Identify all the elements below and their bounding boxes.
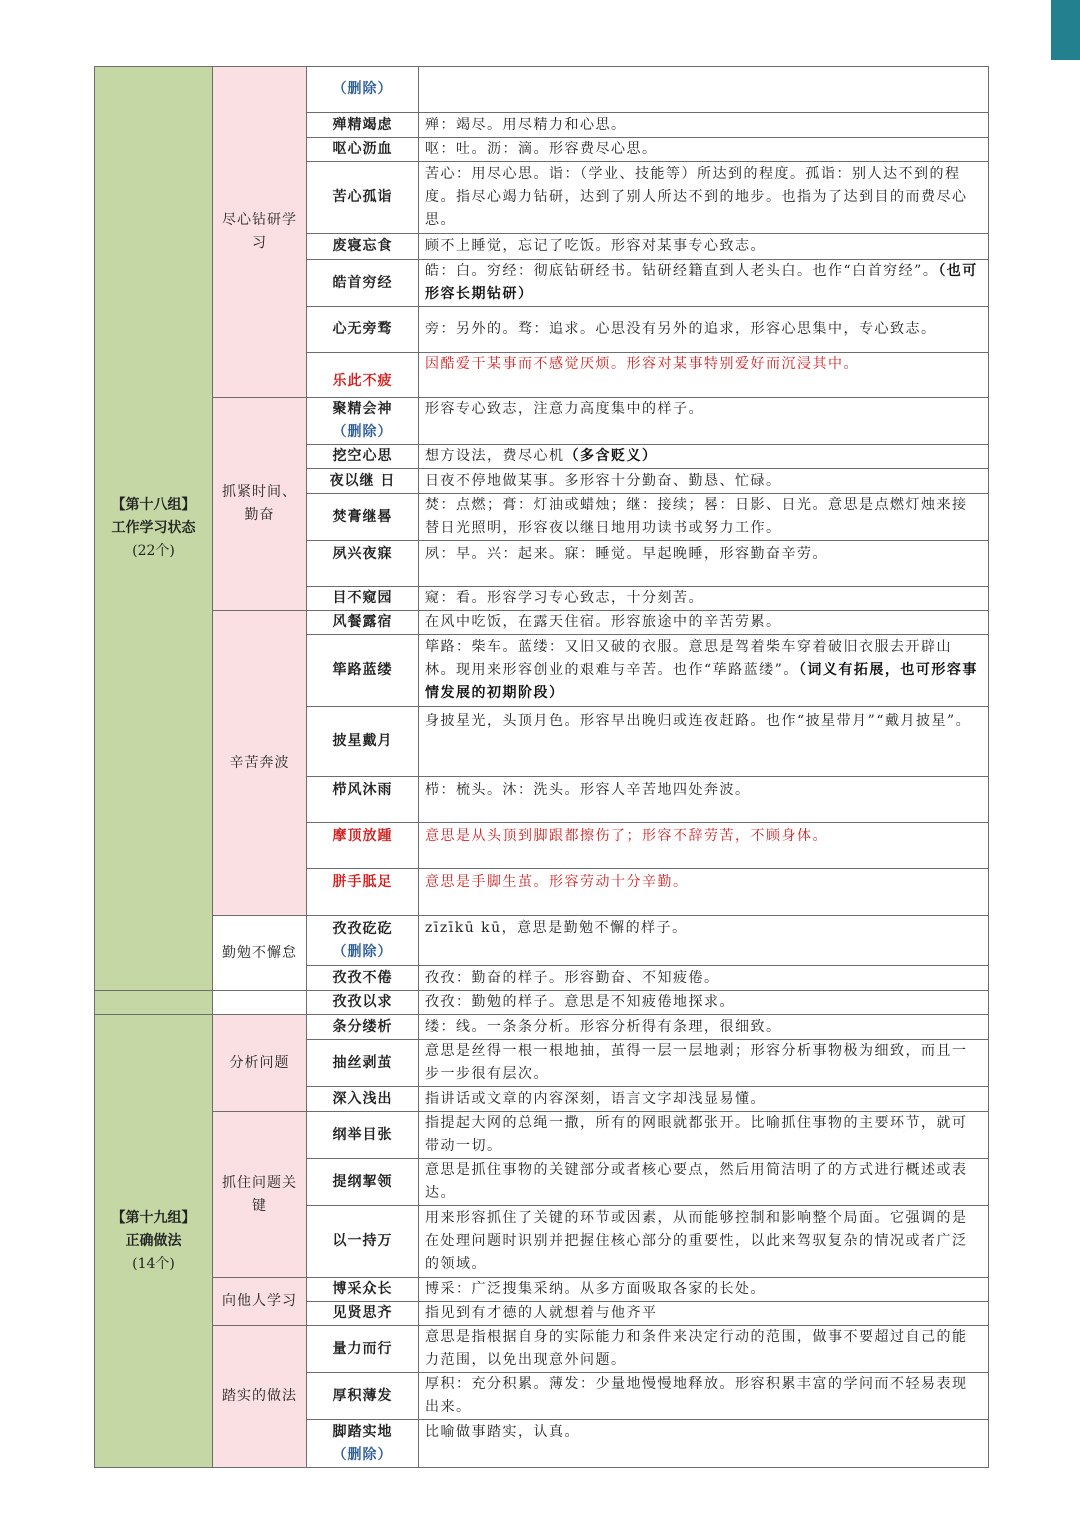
- idiom-name: 脚踏实地: [332, 1423, 393, 1440]
- category-cell: 抓住问题关键: [213, 1112, 307, 1278]
- category-cell: 向他人学习: [213, 1278, 307, 1326]
- idiom-cell: 风餐露宿: [307, 611, 419, 635]
- group-count: (22个): [132, 543, 175, 559]
- idiom-cell: 纲举目张: [307, 1112, 419, 1159]
- definition-cell: 苦心：用尽心思。诣：（学业、技能等）所达到的程度。孤诣：别人达不到的程度。指尽心竭力钻研，达到了别人所达不到的地步。也指为了达到目的而费尽心思。: [419, 162, 989, 234]
- definition-cell: 孜孜：勤奋的样子。形容勤奋、不知疲倦。: [419, 966, 989, 991]
- definition-cell: 孜孜：勤勉的样子。意思是不知疲倦地探求。: [419, 991, 989, 1015]
- idiom-cell: 条分缕析: [307, 1015, 419, 1040]
- definition-emphasis: （也可形容长期钻研）: [425, 263, 978, 302]
- category-cell: 尽心钻研学习: [213, 67, 307, 398]
- category-cell-empty: [213, 991, 307, 1015]
- definition-emphasis: （多含贬义）: [564, 448, 658, 464]
- definition-cell: 因酷爱干某事而不感觉厌烦。形容对某事特别爱好而沉浸其中。: [419, 353, 989, 398]
- delete-note: （删除）: [332, 1446, 393, 1463]
- definition-cell: 厚积：充分积累。薄发：少量地慢慢地释放。形容积累丰富的学问而不轻易表现出来。: [419, 1373, 989, 1420]
- definition-cell: 日夜不停地做某事。多形容十分勤奋、勤恳、忙碌。: [419, 469, 989, 494]
- idiom-cell: 量力而行: [307, 1326, 419, 1373]
- definition-cell: 指提起大网的总绳一撒，所有的网眼就都张开。比喻抓住事物的主要环节，就可带动一切。: [419, 1112, 989, 1159]
- idiom-cell: [307, 916, 419, 966]
- definition-cell: 窥：看。形容学习专心致志，十分刻苦。: [419, 587, 989, 611]
- category-cell: 分析问题: [213, 1015, 307, 1112]
- group-18-cell: [95, 67, 213, 991]
- idiom-cell: 筚路蓝缕: [307, 635, 419, 707]
- group-title: 正确做法: [125, 1232, 182, 1249]
- definition-cell: 意思是丝得一根一根地抽，茧得一层一层地剥；形容分析事物极为细致，而且一步一步很有层次。: [419, 1040, 989, 1087]
- definition-cell: 焚：点燃；膏：灯油或蜡烛；继：接续；晷：日影、日光。意思是点燃灯烛来接替日光照明，形容夜以继日地用功读书或努力工作。: [419, 494, 989, 541]
- idiom-cell: 心无旁骛: [307, 307, 419, 353]
- idiom-cell: 焚膏继晷: [307, 494, 419, 541]
- definition-cell: 比喻做事踏实，认真。: [419, 1420, 989, 1468]
- idiom-cell: 栉风沐雨: [307, 777, 419, 823]
- category-cell: 辛苦奔波: [213, 611, 307, 916]
- definition-cell: 身披星光，头顶月色。形容早出晚归或连夜赶路。也作“披星带月”“戴月披星”。: [419, 707, 989, 777]
- idiom-cell: 见贤思齐: [307, 1302, 419, 1326]
- idiom-cell: 夙兴夜寐: [307, 541, 419, 587]
- definition-cell: [419, 67, 989, 113]
- delete-note: （删除）: [332, 943, 393, 960]
- idiom-cell: [307, 398, 419, 445]
- idiom-cell: 孜孜以求: [307, 991, 419, 1015]
- definition-cell: 在风中吃饭，在露天住宿。形容旅途中的辛苦劳累。: [419, 611, 989, 635]
- definition-cell: 顾不上睡觉，忘记了吃饭。形容对某事专心致志。: [419, 234, 989, 260]
- group-separator-cell: [95, 991, 213, 1015]
- category-cell: 抓紧时间、勤奋: [213, 398, 307, 611]
- delete-note: （删除）: [332, 81, 393, 97]
- definition-cell: 殚：竭尽。用尽精力和心思。: [419, 113, 989, 138]
- idiom-cell: 以一持万: [307, 1206, 419, 1278]
- idiom-cell: 胼手胝足: [307, 869, 419, 916]
- idiom-cell: 摩顶放踵: [307, 823, 419, 869]
- table-row: [95, 1112, 989, 1159]
- table-row: [95, 1015, 989, 1040]
- definition-cell: [419, 260, 989, 307]
- idiom-cell: 厚积薄发: [307, 1373, 419, 1420]
- idiom-cell: 皓首穷经: [307, 260, 419, 307]
- definition-cell: [419, 635, 989, 707]
- idiom-cell: 苦心孤诣: [307, 162, 419, 234]
- idiom-cell: 夜以继 日: [307, 469, 419, 494]
- definition-text: 皓：白。穷经：彻底钻研经书。钻研经籍直到人老头白。也作“白首穷经”。: [425, 263, 939, 279]
- idiom-cell: 挖空心思: [307, 445, 419, 469]
- idiom-table: [94, 66, 989, 1468]
- idiom-cell: 博采众长: [307, 1278, 419, 1302]
- idiom-cell: 披星戴月: [307, 707, 419, 777]
- idiom-cell: 殚精竭虑: [307, 113, 419, 138]
- group-tag: 【第十八组】: [111, 497, 196, 513]
- corner-tab: [1051, 0, 1080, 60]
- definition-cell: 栉：梳头。沐：洗头。形容人辛苦地四处奔波。: [419, 777, 989, 823]
- definition-text: 想方设法，费尽心机: [425, 448, 565, 464]
- definition-cell: 呕：吐。沥：滴。形容费尽心思。: [419, 138, 989, 162]
- group-count: (14个): [132, 1255, 175, 1272]
- definition-cell: 意思是指根据自身的实际能力和条件来决定行动的范围，做事不要超过自己的能力范围，以免出现意外问题。: [419, 1326, 989, 1373]
- definition-cell: 意思是手脚生茧。形容劳动十分辛勤。: [419, 869, 989, 916]
- table-row: [95, 67, 989, 113]
- idiom-cell: 呕心沥血: [307, 138, 419, 162]
- group-tag: 【第十九组】: [111, 1209, 196, 1226]
- definition-cell: 意思是抓住事物的关键部分或者核心要点，然后用简洁明了的方式进行概述或表达。: [419, 1159, 989, 1206]
- definition-cell: 指见到有才德的人就想着与他齐平: [419, 1302, 989, 1326]
- category-cell: 踏实的做法: [213, 1326, 307, 1468]
- definition-emphasis: （词义有拓展，也可形容事情发展的初期阶段）: [425, 662, 978, 701]
- definition-cell: zīzīkū kū，意思是勤勉不懈的样子。: [419, 916, 989, 966]
- idiom-cell: 深入浅出: [307, 1087, 419, 1112]
- idiom-cell: 目不窥园: [307, 587, 419, 611]
- delete-note: （删除）: [332, 424, 393, 440]
- idiom-cell: [307, 1420, 419, 1468]
- definition-cell: 博采：广泛搜集采纳。从多方面吸取各家的长处。: [419, 1278, 989, 1302]
- idiom-name: 孜孜矻矻: [332, 920, 393, 937]
- definition-cell: 旁：另外的。骛：追求。心思没有另外的追求，形容心思集中，专心致志。: [419, 307, 989, 353]
- definition-cell: 形容专心致志，注意力高度集中的样子。: [419, 398, 989, 445]
- idiom-cell: 乐此不疲: [307, 353, 419, 398]
- group-title: 工作学习状态: [111, 520, 196, 536]
- table-row: [95, 991, 989, 1015]
- definition-cell: 用来形容抓住了关键的环节或因素，从而能够控制和影响整个局面。它强调的是在处理问题时识别并把握住核心部分的重要性，以此来驾驭复杂的情况或者广泛的领域。: [419, 1206, 989, 1278]
- table-row: [95, 611, 989, 635]
- idiom-cell: 废寝忘食: [307, 234, 419, 260]
- idiom-name: 聚精会神: [332, 401, 393, 417]
- table-row: [95, 1278, 989, 1302]
- group-19-cell: [95, 1015, 213, 1468]
- category-cell: 勤勉不懈怠: [213, 916, 307, 991]
- table-row: [95, 1326, 989, 1373]
- definition-cell: 缕：线。一条条分析。形容分析得有条理，很细致。: [419, 1015, 989, 1040]
- idiom-cell: 抽丝剥茧: [307, 1040, 419, 1087]
- definition-cell: [419, 445, 989, 469]
- idiom-cell: [307, 67, 419, 113]
- definition-text: 筚路：柴车。蓝缕：又旧又破的衣服。意思是驾着柴车穿着破旧衣服去开辟山林。现用来形容创业的艰难与辛苦。也作“荜路蓝缕”。: [425, 639, 952, 678]
- table-row: [95, 398, 989, 445]
- definition-cell: 夙：早。兴：起来。寐：睡觉。早起晚睡，形容勤奋辛劳。: [419, 541, 989, 587]
- definition-cell: 意思是从头顶到脚跟都擦伤了；形容不辞劳苦，不顾身体。: [419, 823, 989, 869]
- table-row: [95, 916, 989, 966]
- idiom-cell: 提纲挈领: [307, 1159, 419, 1206]
- definition-cell: 指讲话或文章的内容深刻，语言文字却浅显易懂。: [419, 1087, 989, 1112]
- idiom-cell: 孜孜不倦: [307, 966, 419, 991]
